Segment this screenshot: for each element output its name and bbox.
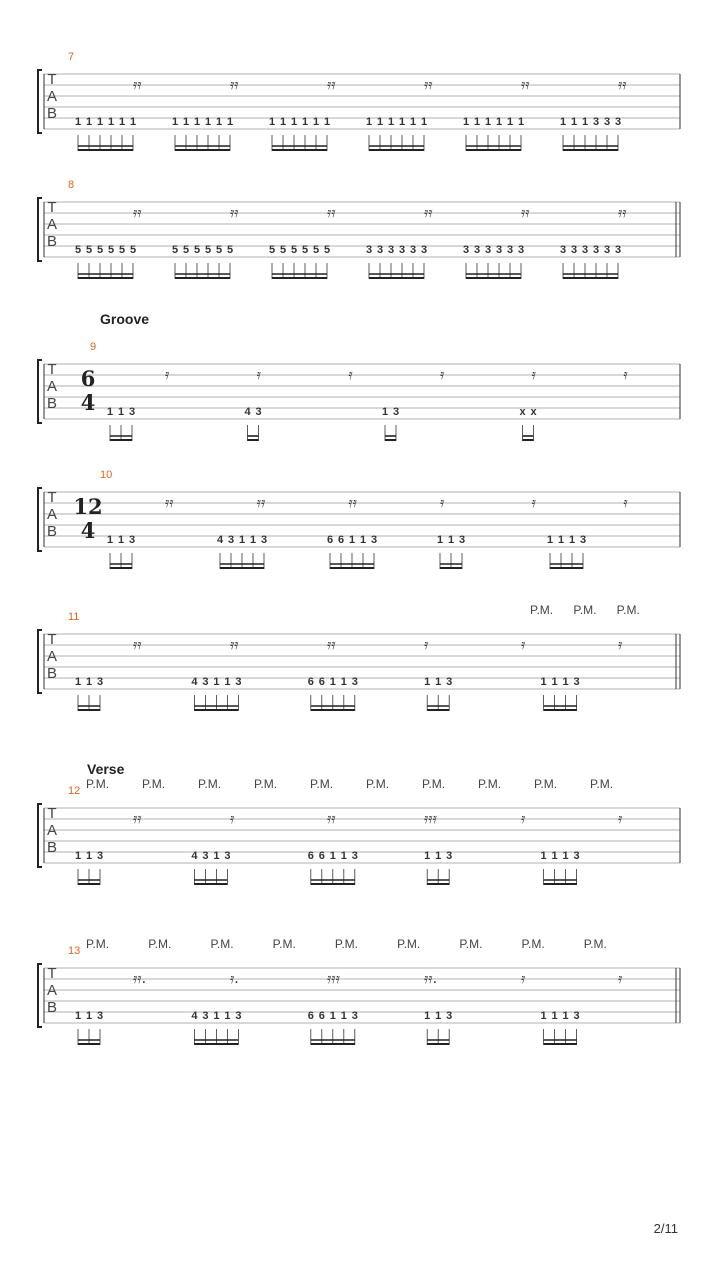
rest-symbol: 𝄿: [440, 495, 445, 511]
fret-number: 3: [365, 244, 373, 256]
fret-number: 3: [128, 406, 136, 418]
fret-number: 1: [540, 676, 547, 688]
fret-number: 1: [213, 1010, 220, 1022]
fret-number: 3: [570, 244, 578, 256]
tab-clef-letter: T: [47, 71, 57, 88]
fret-number: x: [530, 406, 537, 418]
fret-number: 1: [462, 116, 470, 128]
rest-symbol: 𝄿: [618, 811, 623, 827]
fret-number: 5: [74, 244, 82, 256]
fret-number: 1: [74, 850, 82, 862]
fret-number: 1: [424, 850, 431, 862]
fret-number: 1: [193, 116, 201, 128]
fret-number: 1: [562, 676, 569, 688]
fret-number: 5: [171, 244, 179, 256]
rest-symbol: 𝄿𝄿: [230, 205, 239, 221]
fret-number: 1: [106, 534, 114, 546]
fret-number: 1: [409, 116, 417, 128]
fret-number: 3: [446, 676, 453, 688]
fret-number: 3: [603, 116, 611, 128]
palm-mute-marking: P.M.: [148, 937, 172, 951]
fret-number: 1: [570, 116, 578, 128]
fret-number: 3: [409, 244, 417, 256]
tab-clef-letter: A: [46, 648, 58, 666]
fret-number: 3: [398, 244, 406, 256]
tab-clef-letter: T: [47, 965, 57, 982]
palm-mute-marking: P.M.: [142, 777, 166, 791]
fret-number: 1: [473, 116, 481, 128]
fret-number: 1: [340, 1010, 347, 1022]
palm-mute-marking: P.M.: [422, 777, 446, 791]
fret-number: 1: [224, 676, 231, 688]
time-signature-bottom: 4: [80, 390, 96, 415]
fret-number: 5: [118, 244, 126, 256]
rest-symbol: 𝄿𝄿: [521, 77, 530, 93]
rest-symbol: 𝄿: [230, 811, 235, 827]
fret-number: 5: [215, 244, 223, 256]
staff-bracket: [38, 360, 42, 423]
fret-number: 5: [182, 244, 190, 256]
fret-number: 3: [446, 1010, 453, 1022]
fret-number: 1: [117, 534, 125, 546]
fret-number: 1: [381, 406, 389, 418]
fret-number: 3: [392, 406, 400, 418]
rest-symbol: 𝄿𝄿: [256, 495, 266, 511]
rest-symbol: 𝄿𝄿: [327, 205, 336, 221]
palm-mute-marking: P.M.: [366, 777, 390, 791]
fret-number: 1: [213, 676, 220, 688]
fret-number: 1: [204, 116, 212, 128]
tab-staff-1: [30, 52, 690, 152]
fret-number: 3: [458, 534, 466, 546]
rest-symbol: 𝄿𝄿: [618, 205, 627, 221]
fret-number: 6: [307, 676, 314, 688]
section-label-verse: Verse: [87, 761, 125, 777]
rest-symbol: 𝄿: [531, 495, 536, 511]
fret-number: 1: [562, 850, 569, 862]
rest-symbol: 𝄿𝄿.: [424, 971, 438, 987]
fret-number: 1: [107, 116, 115, 128]
fret-number: 1: [506, 116, 514, 128]
measure-number: 12: [68, 785, 81, 797]
rest-symbol: 𝄿𝄿: [230, 77, 239, 93]
fret-number: 3: [446, 850, 453, 862]
staff-bracket: [38, 630, 42, 693]
palm-mute-marking: P.M.: [210, 937, 234, 951]
fret-number: 1: [249, 534, 257, 546]
fret-number: 1: [329, 676, 336, 688]
rest-symbol: 𝄿𝄿: [327, 77, 336, 93]
fret-number: 4: [191, 1010, 198, 1022]
tab-staff-2: [30, 180, 690, 280]
fret-number: 3: [387, 244, 395, 256]
rest-symbol: 𝄿: [618, 971, 623, 987]
fret-number: 4: [244, 406, 251, 418]
rest-symbol: 𝄿: [424, 637, 429, 653]
palm-mute-marking: P.M.: [478, 777, 502, 791]
tab-staff-6: [30, 774, 690, 904]
palm-mute-marking: P.M.: [86, 777, 110, 791]
tab-clef-letter: B: [46, 395, 58, 413]
rest-symbol: 𝄿𝄿: [327, 637, 336, 653]
measure-number: 7: [68, 51, 75, 63]
fret-number: 5: [290, 244, 298, 256]
palm-mute-marking: P.M.: [334, 937, 359, 951]
tab-staff-4: [30, 470, 690, 570]
rest-symbol: 𝄿𝄿.: [133, 971, 147, 987]
fret-number: 3: [581, 244, 589, 256]
palm-mute-marking: P.M.: [616, 603, 640, 617]
fret-number: 1: [365, 116, 373, 128]
fret-number: 6: [307, 1010, 314, 1022]
fret-number: 3: [96, 1010, 104, 1022]
fret-number: 1: [562, 1010, 569, 1022]
fret-number: 1: [215, 116, 223, 128]
staff-bracket: [38, 198, 42, 261]
fret-number: 1: [517, 116, 525, 128]
fret-number: 4: [216, 534, 224, 546]
tab-system-7: [30, 934, 690, 1064]
fret-number: 1: [376, 116, 384, 128]
rest-symbol: 𝄿𝄿𝄿: [327, 971, 340, 987]
fret-number: 3: [96, 676, 104, 688]
fret-number: 1: [551, 850, 558, 862]
tab-clef-letter: B: [46, 999, 58, 1017]
fret-number: 1: [117, 406, 125, 418]
fret-number: 1: [435, 850, 442, 862]
fret-number: 6: [307, 850, 314, 862]
fret-number: 1: [436, 534, 444, 546]
fret-number: 1: [484, 116, 492, 128]
time-signature-bottom: 4: [80, 518, 96, 543]
fret-number: 1: [435, 676, 442, 688]
fret-number: 3: [506, 244, 514, 256]
fret-number: 1: [340, 850, 347, 862]
fret-number: 1: [540, 850, 547, 862]
fret-number: 1: [387, 116, 395, 128]
fret-number: 1: [106, 406, 114, 418]
fret-number: 4: [191, 850, 198, 862]
tab-clef-letter: T: [47, 805, 57, 822]
tab-clef-letter: T: [47, 361, 57, 378]
rest-symbol: 𝄿𝄿: [348, 495, 357, 511]
fret-number: 5: [268, 244, 276, 256]
fret-number: 3: [614, 116, 622, 128]
fret-number: 1: [118, 116, 126, 128]
fret-number: 3: [614, 244, 622, 256]
tab-clef-letter: B: [46, 233, 58, 251]
fret-number: 1: [435, 1010, 442, 1022]
fret-number: 1: [171, 116, 179, 128]
fret-number: 1: [238, 534, 246, 546]
fret-number: 3: [202, 850, 209, 862]
fret-number: 1: [85, 676, 93, 688]
staff-bracket: [38, 804, 42, 867]
measure-number: 11: [68, 611, 80, 623]
palm-mute-marking: P.M.: [272, 937, 296, 951]
fret-number: 1: [129, 116, 137, 128]
fret-number: 1: [182, 116, 190, 128]
fret-number: 5: [85, 244, 93, 256]
fret-number: 1: [557, 534, 565, 546]
fret-number: 3: [351, 676, 358, 688]
time-signature-top: 6: [80, 366, 96, 391]
fret-number: 1: [74, 1010, 82, 1022]
rest-symbol: 𝄿𝄿: [133, 77, 142, 93]
tab-clef-letter: T: [47, 489, 57, 506]
tab-clef-letter: T: [47, 199, 57, 216]
palm-mute-marking: P.M.: [397, 937, 421, 951]
rest-symbol: 𝄿𝄿: [327, 811, 336, 827]
fret-number: 5: [279, 244, 287, 256]
fret-number: 5: [312, 244, 320, 256]
fret-number: 4: [191, 676, 198, 688]
fret-number: 1: [568, 534, 576, 546]
fret-number: x: [519, 406, 526, 418]
palm-mute-marking: P.M.: [459, 937, 483, 951]
staff-bracket: [38, 964, 42, 1027]
fret-number: 6: [318, 676, 325, 688]
tab-system-2: [30, 180, 690, 280]
rest-symbol: 𝄿: [256, 367, 261, 383]
rest-symbol: 𝄿: [521, 637, 526, 653]
fret-number: 1: [398, 116, 406, 128]
fret-number: 6: [318, 850, 325, 862]
fret-number: 1: [85, 850, 93, 862]
palm-mute-marking: P.M.: [254, 777, 278, 791]
fret-number: 3: [255, 406, 262, 418]
rest-symbol: 𝄿: [348, 367, 353, 383]
tab-clef-letter: B: [46, 839, 58, 857]
fret-number: 1: [301, 116, 309, 128]
rest-symbol: 𝄿𝄿𝄿: [424, 811, 437, 827]
fret-number: 1: [74, 676, 82, 688]
fret-number: 3: [351, 850, 358, 862]
fret-number: 1: [85, 116, 93, 128]
time-signature-top: 12: [73, 494, 103, 519]
fret-number: 3: [573, 676, 580, 688]
palm-mute-marking: P.M.: [534, 777, 558, 791]
tab-system-1: [30, 52, 690, 152]
fret-number: 3: [559, 244, 567, 256]
fret-number: 3: [592, 244, 600, 256]
tab-clef-letter: T: [47, 631, 57, 648]
tab-clef-letter: B: [46, 665, 58, 683]
palm-mute-marking: P.M.: [310, 777, 334, 791]
palm-mute-marking: P.M.: [573, 603, 597, 617]
measure-number: 8: [68, 179, 75, 191]
palm-mute-marking: P.M.: [198, 777, 222, 791]
fret-number: 1: [551, 676, 558, 688]
fret-number: 1: [268, 116, 276, 128]
fret-number: 3: [473, 244, 481, 256]
fret-number: 1: [290, 116, 298, 128]
tab-clef-letter: A: [46, 216, 58, 234]
fret-number: 3: [202, 1010, 209, 1022]
rest-symbol: 𝄿𝄿: [165, 495, 174, 511]
rest-symbol: 𝄿: [165, 367, 170, 383]
fret-number: 3: [592, 116, 600, 128]
fret-number: 3: [260, 534, 268, 546]
measure-number: 10: [100, 469, 113, 481]
fret-number: 1: [85, 1010, 93, 1022]
fret-number: 1: [581, 116, 589, 128]
tab-staff-3: [30, 342, 690, 442]
fret-number: 1: [559, 116, 567, 128]
rest-symbol: 𝄿.: [230, 971, 239, 987]
rest-symbol: 𝄿: [623, 367, 628, 383]
fret-number: 1: [551, 1010, 558, 1022]
rest-symbol: 𝄿: [440, 367, 445, 383]
fret-number: 1: [213, 850, 220, 862]
tab-clef-letter: B: [46, 105, 58, 123]
fret-number: 1: [329, 850, 336, 862]
tab-system-6: [30, 774, 690, 904]
fret-number: 1: [74, 116, 82, 128]
fret-number: 3: [462, 244, 470, 256]
rest-symbol: 𝄿𝄿: [618, 77, 627, 93]
rest-symbol: 𝄿𝄿: [521, 205, 530, 221]
tab-clef-letter: A: [46, 88, 58, 106]
rest-symbol: 𝄿: [618, 637, 623, 653]
palm-mute-marking: P.M.: [590, 777, 614, 791]
fret-number: 1: [359, 534, 367, 546]
fret-number: 3: [573, 1010, 580, 1022]
rest-symbol: 𝄿: [531, 367, 536, 383]
fret-number: 6: [337, 534, 345, 546]
fret-number: 3: [370, 534, 378, 546]
fret-number: 3: [351, 1010, 358, 1022]
fret-number: 3: [235, 1010, 242, 1022]
fret-number: 1: [340, 676, 347, 688]
fret-number: 3: [573, 850, 580, 862]
fret-number: 6: [318, 1010, 325, 1022]
rest-symbol: 𝄿: [521, 971, 526, 987]
fret-number: 5: [323, 244, 331, 256]
fret-number: 5: [107, 244, 115, 256]
fret-number: 3: [484, 244, 492, 256]
fret-number: 5: [204, 244, 212, 256]
fret-number: 3: [128, 534, 136, 546]
rest-symbol: 𝄿𝄿: [133, 811, 142, 827]
fret-number: 3: [495, 244, 503, 256]
fret-number: 3: [96, 850, 104, 862]
fret-number: 1: [279, 116, 287, 128]
palm-mute-marking: P.M.: [530, 603, 554, 617]
palm-mute-marking: P.M.: [521, 937, 545, 951]
fret-number: 1: [420, 116, 428, 128]
fret-number: 1: [329, 1010, 336, 1022]
fret-number: 1: [323, 116, 331, 128]
rest-symbol: 𝄿: [521, 811, 526, 827]
fret-number: 3: [202, 676, 209, 688]
fret-number: 5: [226, 244, 234, 256]
tab-staff-5: [30, 600, 690, 730]
fret-number: 3: [224, 850, 231, 862]
fret-number: 1: [540, 1010, 547, 1022]
fret-number: 3: [227, 534, 235, 546]
fret-number: 3: [235, 676, 242, 688]
palm-mute-marking: P.M.: [86, 937, 110, 951]
tab-clef-letter: A: [46, 378, 58, 396]
fret-number: 5: [96, 244, 104, 256]
staff-bracket: [38, 488, 42, 551]
fret-number: 1: [96, 116, 104, 128]
fret-number: 1: [424, 676, 431, 688]
rest-symbol: 𝄿𝄿: [424, 77, 433, 93]
fret-number: 1: [348, 534, 356, 546]
fret-number: 6: [326, 534, 334, 546]
fret-number: 5: [193, 244, 201, 256]
section-label-groove: Groove: [100, 311, 150, 327]
measure-number: 13: [68, 945, 81, 957]
fret-number: 1: [495, 116, 503, 128]
rest-symbol: 𝄿𝄿: [230, 637, 239, 653]
rest-symbol: 𝄿𝄿: [424, 205, 433, 221]
fret-number: 1: [224, 1010, 231, 1022]
fret-number: 3: [579, 534, 587, 546]
fret-number: 3: [603, 244, 611, 256]
page-number: 2/11: [653, 1221, 678, 1236]
fret-number: 1: [424, 1010, 431, 1022]
fret-number: 1: [546, 534, 554, 546]
tab-clef-letter: A: [46, 982, 58, 1000]
tab-system-4: [30, 470, 690, 570]
tab-system-5: [30, 600, 690, 730]
tab-staff-7: [30, 934, 690, 1064]
staff-bracket: [38, 70, 42, 133]
rest-symbol: 𝄿𝄿: [133, 637, 142, 653]
fret-number: 5: [301, 244, 309, 256]
rest-symbol: 𝄿: [623, 495, 628, 511]
fret-number: 3: [420, 244, 428, 256]
fret-number: 1: [447, 534, 455, 546]
tab-clef-letter: B: [46, 523, 58, 541]
fret-number: 5: [129, 244, 137, 256]
tab-system-3: [30, 342, 690, 442]
measure-number: 9: [90, 341, 97, 353]
fret-number: 1: [312, 116, 320, 128]
fret-number: 3: [376, 244, 384, 256]
rest-symbol: 𝄿𝄿: [133, 205, 142, 221]
tab-clef-letter: A: [46, 822, 58, 840]
palm-mute-marking: P.M.: [583, 937, 607, 951]
fret-number: 1: [226, 116, 234, 128]
fret-number: 3: [517, 244, 525, 256]
tab-clef-letter: A: [46, 506, 58, 524]
